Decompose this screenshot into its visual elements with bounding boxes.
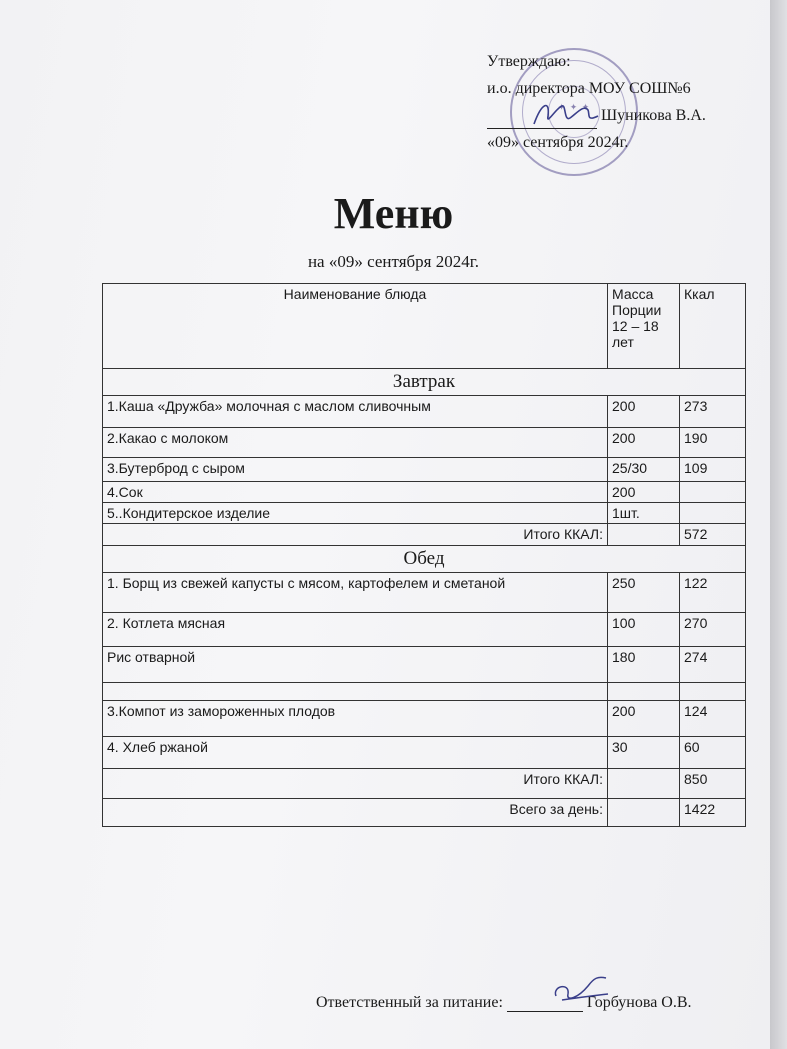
header-kcal: Ккал (680, 284, 746, 369)
breakfast-total-row (103, 524, 746, 546)
section-title: Завтрак (103, 369, 746, 396)
kcal-cell: 270 (680, 613, 746, 647)
dish-cell (103, 683, 608, 701)
table-row (103, 737, 746, 769)
header-mass: Масса Порции 12 – 18 лет (608, 284, 680, 369)
section-breakfast (103, 369, 746, 396)
approval-position: и.о. директора МОУ СОШ№6 (487, 80, 691, 97)
dish-cell: 5..Кондитерское изделие (103, 503, 608, 524)
page-title: Меню (333, 189, 454, 238)
dish-cell: 2. Котлета мясная (103, 613, 608, 647)
total-empty-cell (608, 799, 680, 827)
approver-name: Шуникова В.А. (601, 107, 706, 124)
mass-cell: 200 (608, 482, 680, 503)
table-row (103, 458, 746, 482)
total-value: 572 (680, 524, 746, 546)
mass-cell: 250 (608, 573, 680, 613)
responsible-name: Горбунова О.В. (586, 994, 692, 1011)
kcal-cell (680, 683, 746, 701)
mass-cell: 200 (608, 396, 680, 428)
kcal-cell (680, 482, 746, 503)
dish-cell: 4. Хлеб ржаной (103, 737, 608, 769)
mass-cell: 1шт. (608, 503, 680, 524)
dish-cell: 3.Компот из замороженных плодов (103, 701, 608, 737)
approval-heading: Утверждаю: (487, 53, 571, 70)
header-dish: Наименование блюда (103, 284, 608, 369)
total-empty-cell (608, 769, 680, 799)
table-row (103, 613, 746, 647)
kcal-cell: 60 (680, 737, 746, 769)
kcal-cell: 190 (680, 428, 746, 458)
page-edge (770, 0, 787, 1049)
responsible-footer (316, 994, 692, 1012)
table-row (103, 683, 746, 701)
kcal-cell: 273 (680, 396, 746, 428)
mass-cell: 200 (608, 428, 680, 458)
director-signature (528, 96, 608, 132)
mass-cell: 30 (608, 737, 680, 769)
kcal-cell: 109 (680, 458, 746, 482)
total-label: Итого ККАЛ: (103, 524, 608, 546)
menu-table (102, 283, 746, 827)
kcal-cell: 274 (680, 647, 746, 683)
section-lunch (103, 546, 746, 573)
dish-cell: 4.Сок (103, 482, 608, 503)
section-title: Обед (103, 546, 746, 573)
table-row (103, 396, 746, 428)
table-row (103, 482, 746, 503)
day-total-value: 1422 (680, 799, 746, 827)
responsible-label: Ответственный за питание: (316, 994, 503, 1011)
mass-cell: 100 (608, 613, 680, 647)
dish-cell: Рис отварной (103, 647, 608, 683)
total-empty-cell (608, 524, 680, 546)
table-row (103, 701, 746, 737)
approval-date: «09» сентября 2024г. (487, 134, 629, 151)
dish-cell: 1.Каша «Дружба» молочная с маслом сливочным (103, 396, 608, 428)
day-total-label: Всего за день: (103, 799, 608, 827)
kcal-cell (680, 503, 746, 524)
total-value: 850 (680, 769, 746, 799)
day-total-row (103, 799, 746, 827)
kcal-cell: 122 (680, 573, 746, 613)
mass-cell: 180 (608, 647, 680, 683)
table-header-row (103, 284, 746, 369)
table-row (103, 428, 746, 458)
table-row (103, 573, 746, 613)
total-label: Итого ККАЛ: (103, 769, 608, 799)
responsible-signature (548, 972, 612, 1006)
dish-cell: 1. Борщ из свежей капусты с мясом, картофелем и сметаной (103, 573, 608, 613)
mass-cell (608, 683, 680, 701)
mass-cell: 200 (608, 701, 680, 737)
page-subtitle: на «09» сентября 2024г. (307, 252, 480, 271)
dish-cell: 2.Какао с молоком (103, 428, 608, 458)
mass-cell: 25/30 (608, 458, 680, 482)
table-row (103, 647, 746, 683)
lunch-total-row (103, 769, 746, 799)
kcal-cell: 124 (680, 701, 746, 737)
school-stamp: ✦ ✦ ✦ (510, 48, 638, 176)
table-row (103, 503, 746, 524)
dish-cell: 3.Бутерброд с сыром (103, 458, 608, 482)
